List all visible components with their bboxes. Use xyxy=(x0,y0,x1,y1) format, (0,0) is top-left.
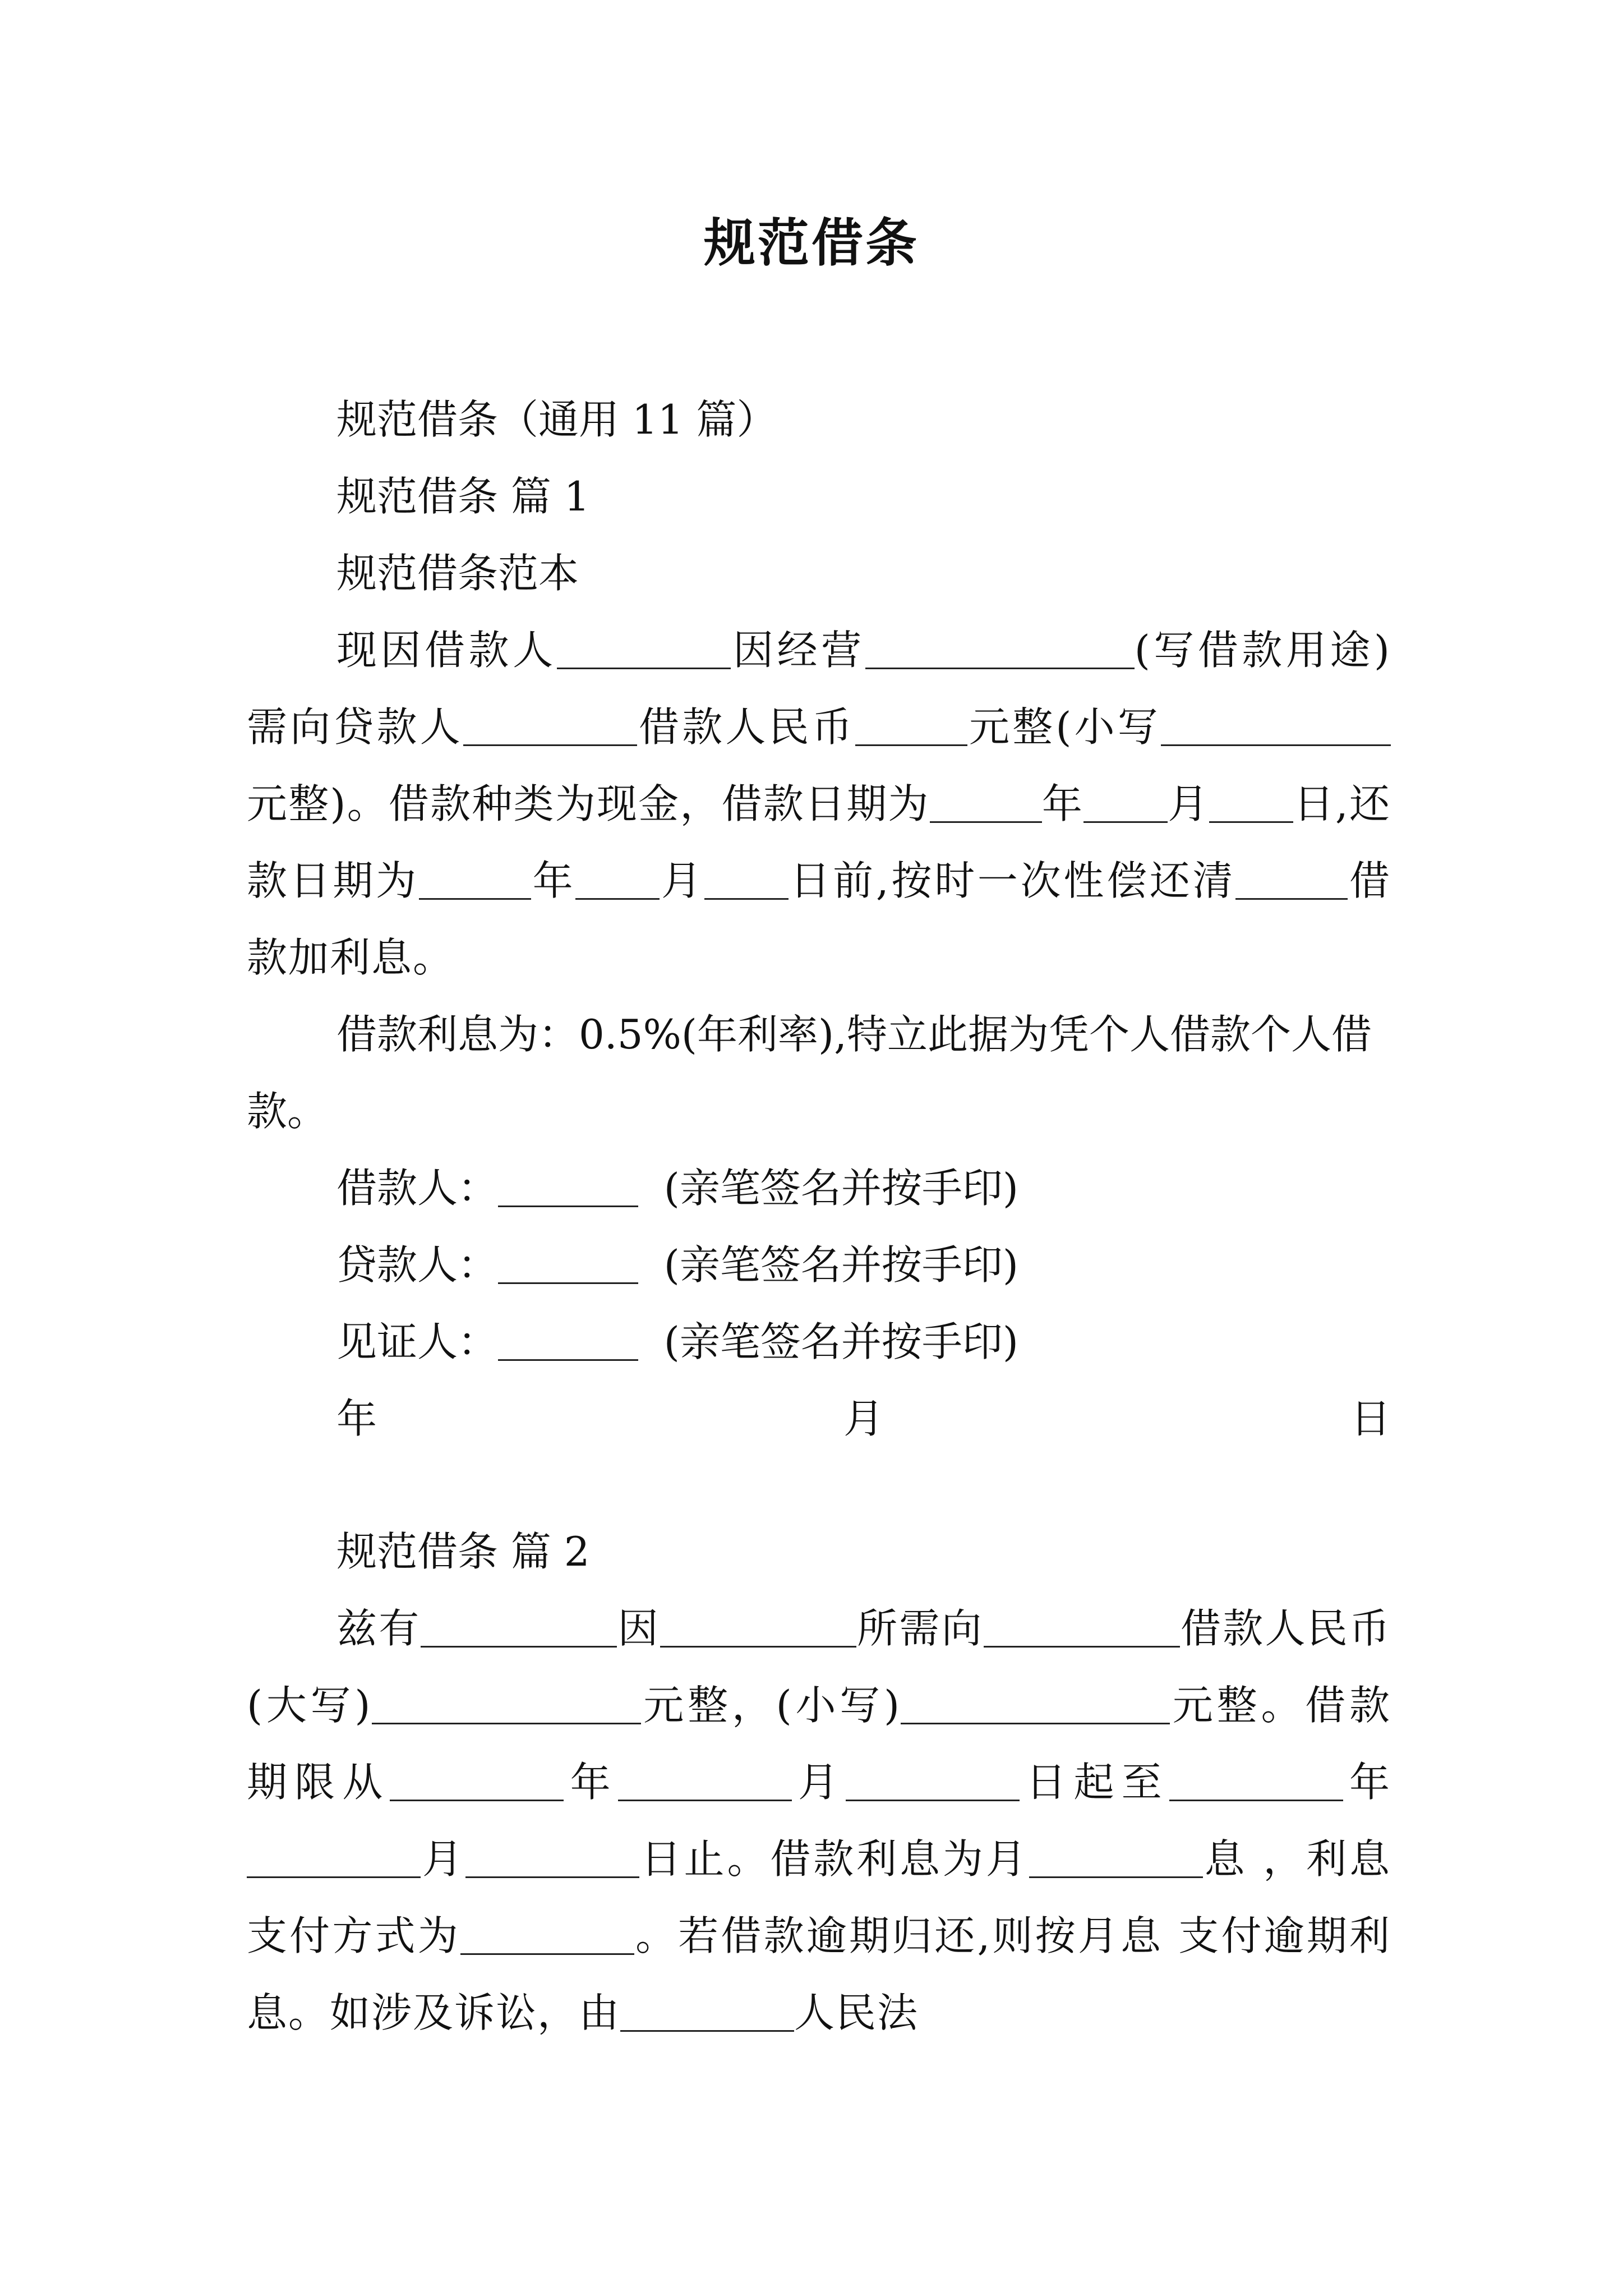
text-segment: 元整)。借款种类为现金，借款日期为 xyxy=(247,780,930,827)
signature-lender xyxy=(247,1227,1391,1304)
text-segment: 借款加利息。 xyxy=(247,857,1391,981)
text-segment: (写借款用途)需向贷款人 xyxy=(247,627,1391,751)
signature-blank xyxy=(498,1244,638,1283)
fill-blank xyxy=(421,1607,617,1647)
text-segment: 月 xyxy=(660,857,704,904)
fill-blank xyxy=(865,629,1135,669)
section-spacer xyxy=(247,1457,1391,1513)
signature-witness xyxy=(247,1304,1391,1381)
fill-blank xyxy=(372,1684,641,1724)
fill-blank xyxy=(1161,706,1391,746)
signature-note: (亲笔签名并按手印) xyxy=(663,1241,1018,1289)
text-segment: 年 xyxy=(564,1759,618,1806)
text-segment: 现因借款人 xyxy=(336,627,557,674)
text-segment: 所需向 xyxy=(856,1605,984,1652)
fill-blank xyxy=(460,1915,634,1954)
article-2-heading: 规范借条 篇 2 xyxy=(336,1528,590,1575)
text-segment: 息 ，利息支付方式为 xyxy=(247,1835,1391,1959)
text-segment: 元整，(小写) xyxy=(640,1682,901,1729)
template-title: 规范借条范本 xyxy=(336,550,579,597)
text-segment: 。若借款逾期归还,则按月息 支付逾期利息。如涉及诉讼，由 xyxy=(247,1912,1391,2036)
text-segment: 日前,按时一次性偿还清 xyxy=(788,857,1236,904)
text-segment: 年 xyxy=(531,857,576,904)
article-1-paragraph xyxy=(247,612,1391,996)
article-2-paragraph xyxy=(247,1590,1391,2051)
text-segment: 因 xyxy=(617,1605,660,1652)
text-segment: 月 xyxy=(421,1835,465,1883)
signature-note: (亲笔签名并按手印) xyxy=(663,1165,1018,1212)
fill-blank xyxy=(575,859,660,899)
fill-blank xyxy=(465,1838,639,1878)
fill-blank xyxy=(1029,1838,1203,1878)
document-body xyxy=(247,381,1391,2051)
text-segment: 日,还款日期为 xyxy=(247,780,1391,904)
article-1-heading: 规范借条 篇 1 xyxy=(336,473,590,520)
document-subtitle: 规范借条（通用 11 篇） xyxy=(336,396,777,443)
text-segment: 月 xyxy=(791,1759,846,1806)
date-month: 月 xyxy=(843,1395,884,1442)
fill-blank xyxy=(463,706,637,746)
fill-blank xyxy=(1083,783,1168,822)
signature-label: 见证人： xyxy=(336,1318,499,1365)
signature-label: 借款人： xyxy=(336,1165,499,1212)
fill-blank xyxy=(247,1838,421,1878)
text-segment: 日起至 xyxy=(1020,1759,1169,1806)
signature-label: 贷款人： xyxy=(336,1241,499,1289)
date-year: 年 xyxy=(336,1395,377,1442)
fill-blank xyxy=(390,1761,564,1801)
signature-blank xyxy=(498,1320,638,1360)
signature-borrower xyxy=(247,1150,1391,1227)
fill-blank xyxy=(930,783,1042,822)
text-segment: 元整。借款期限从 xyxy=(247,1682,1391,1806)
text-segment: 借款人民币(大写) xyxy=(247,1605,1391,1729)
text-segment: 年 xyxy=(1343,1759,1391,1806)
fill-blank xyxy=(419,859,531,899)
fill-blank xyxy=(618,1761,792,1801)
fill-blank xyxy=(704,859,789,899)
fill-blank xyxy=(1209,783,1293,822)
fill-blank xyxy=(901,1684,1170,1724)
text-segment: 人民法 xyxy=(794,1989,919,2036)
text-segment: 兹有 xyxy=(336,1605,421,1652)
signature-blank xyxy=(498,1167,638,1207)
fill-blank xyxy=(620,1991,794,2031)
fill-blank xyxy=(557,629,731,669)
interest-paragraph: 借款利息为：0.5%(年利率),特立此据为凭个人借款个人借款。 xyxy=(247,1011,1372,1135)
fill-blank xyxy=(846,1761,1020,1801)
fill-blank xyxy=(1235,859,1348,899)
fill-blank xyxy=(984,1607,1180,1647)
date-line xyxy=(247,1381,1391,1457)
text-segment: 因经营 xyxy=(730,627,865,674)
fill-blank xyxy=(1169,1761,1343,1801)
text-segment: 日止。借款利息为月 xyxy=(639,1835,1029,1883)
text-segment: 年 xyxy=(1041,780,1084,827)
fill-blank xyxy=(660,1607,856,1647)
text-segment: 借款人民币 xyxy=(637,703,855,751)
date-day: 日 xyxy=(1350,1395,1391,1442)
signature-note: (亲笔签名并按手印) xyxy=(663,1318,1018,1365)
fill-blank xyxy=(855,706,967,746)
text-segment: 月 xyxy=(1168,780,1210,827)
document-title: 规范借条 xyxy=(703,213,919,273)
text-segment: 元整(小写 xyxy=(967,703,1161,751)
